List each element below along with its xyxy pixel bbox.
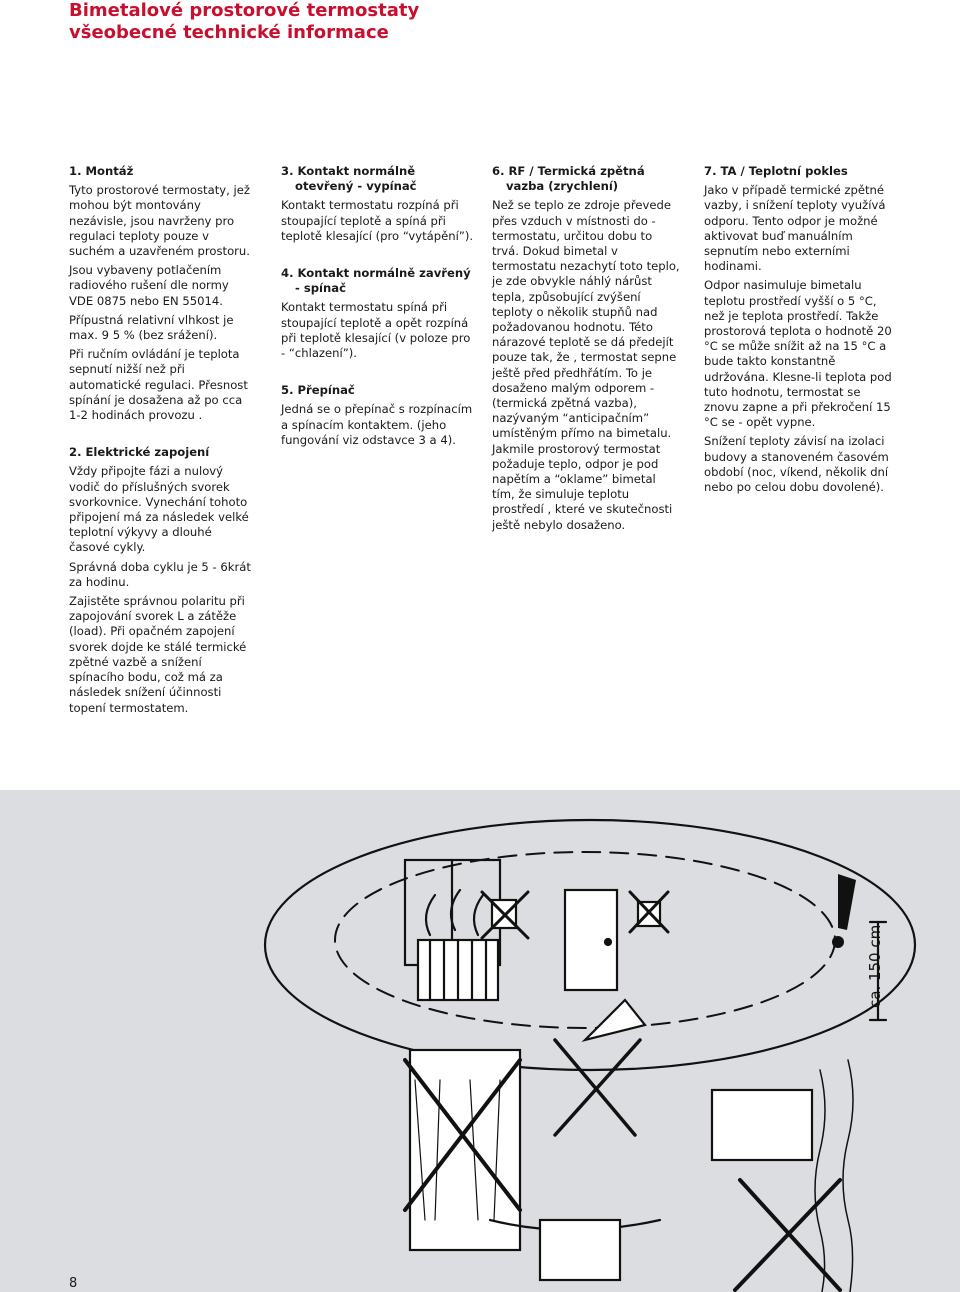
cabinet: [712, 1090, 812, 1160]
section-heading-montaz: 1. Montáž: [69, 164, 134, 178]
lamp: [585, 1000, 645, 1040]
column-1: [69, 164, 254, 720]
paragraph: Než se teplo ze zdroje převede přes vzduch v místnosti do - termostatu, určitou dobu to trvá. Dokud bimetal v termostatu nezachytí toto teplo, je zde obvykle náhlý nárůst tepla, způsobující zvýšení teploty o několik stupňů nad požadovanou hodnotu. Této nárazové teplotě se dá předejít pouze tak, že , termostat sepne ještě před předhřátím. To je dosaženo malým odporem - (termická zpětná vazba), nazývaným “anticipačním” umístěným přímo na bimetalu. Jakmile prostorový termostat požaduje teplo, odpor je pod napětím a “oklame” bimetal tím, že simuluje teplotu prostředí , které ve skutečnosti ještě nebylo dosaženo.: [492, 198, 680, 532]
paragraph: Odpor nasimuluje bimetalu teplotu prostředí vyšší o 5 °C, než je teplota prostředí. Takže prostorová teplota o hodnotě 20 °C se může snížit až na 15 °C a bude takto konstantně udržována. Klesne-li teplota pod tuto hodnotu, termostat se znovu zapne a při překročení 15 °C se - opět vypne.: [704, 278, 892, 430]
section-heading-ta: 7. TA / Teplotní pokles: [704, 164, 848, 178]
title-line-2: všeobecné technické informace: [69, 22, 389, 43]
height-label: ca. 150 cm: [866, 924, 884, 1008]
section-heading-rf: 6. RF / Termická zpětná vazba (zrychlení): [492, 164, 645, 194]
paragraph: Při ručním ovládání je teplota sepnutí nižší než při automatické regulaci. Přesnost spínání je dosažena až po cca 1-2 hodinách provozu .: [69, 347, 248, 423]
column-4: [704, 164, 894, 499]
paragraph: Kontakt termostatu spíná při stoupající teplotě a opět rozpíná při teplotě klesající (v poloze pro - “chlazení”).: [281, 300, 471, 361]
paragraph: Tyto prostorové termostaty, jež mohou být montovány nezávisle, jsou navrženy pro regulaci teploty pouze v suchém a uzavřeném prostoru.: [69, 183, 250, 259]
section-heading-elektricke-zapojeni: 2. Elektrické zapojení: [69, 445, 210, 460]
paragraph: Snížení teploty závisí na izolaci budovy a stanoveném časovém období (noc, víkend, několik dní nebo po celou dobu dovolené).: [704, 434, 889, 495]
paragraph: Jsou vybaveny potlačením radiového rušení dle normy VDE 0875 nebo EN 55014.: [69, 263, 229, 308]
paragraph: Kontakt termostatu rozpíná při stoupající teplotě a spíná při teplotě klesající (pro “vytápění”).: [281, 198, 474, 243]
paragraph: Zajistěte správnou polaritu při zapojování svorek L a zátěže (load). Při opačném zapojení svorek dojde ke stálé termické zpětné vazbě a snížení spínacího bodu, což má za následek snížení účinnosti topení termostatem.: [69, 594, 247, 715]
paragraph: Vždy připojte fázi a nulový vodič do příslušných svorek svorkovnice. Vynechání tohoto připojení má za následek velké teplotní výkyvy a dlouhé časové cykly.: [69, 464, 249, 555]
paragraph: Jako v případě termické zpětné vazby, i snížení teploty využívá odporu. Tento odpor je možné aktivovat buď manuálním sepnutím nebo externími hodinami.: [704, 183, 886, 274]
room-placement-illustration: [0, 790, 960, 1292]
column-3: [492, 164, 682, 537]
page-number: 8: [69, 1276, 78, 1291]
paragraph: Správná doba cyklu je 5 - 6krát za hodinu.: [69, 559, 251, 589]
title-line-1: Bimetalové prostorové termostaty: [69, 0, 420, 21]
exclamation-icon: [838, 874, 856, 930]
paragraph: Přípustná relativní vlhkost je max. 9 5 % (bez srážení).: [69, 312, 234, 343]
paragraph: Jedná se o přepínač s rozpínacím a spínacím kontaktem. (jeho fungování viz odstavce 3 a 4).: [281, 402, 473, 447]
section-heading-prepinac: 5. Přepínač: [281, 383, 355, 398]
heater-floor: [540, 1220, 620, 1280]
section-heading-kontakt-no: 3. Kontakt normálně otevřený - vypínač: [281, 164, 417, 194]
section-heading-kontakt-nc: 4. Kontakt normálně zavřený - spínač: [281, 266, 471, 296]
column-2: [281, 164, 476, 452]
page-title: [69, 0, 569, 44]
